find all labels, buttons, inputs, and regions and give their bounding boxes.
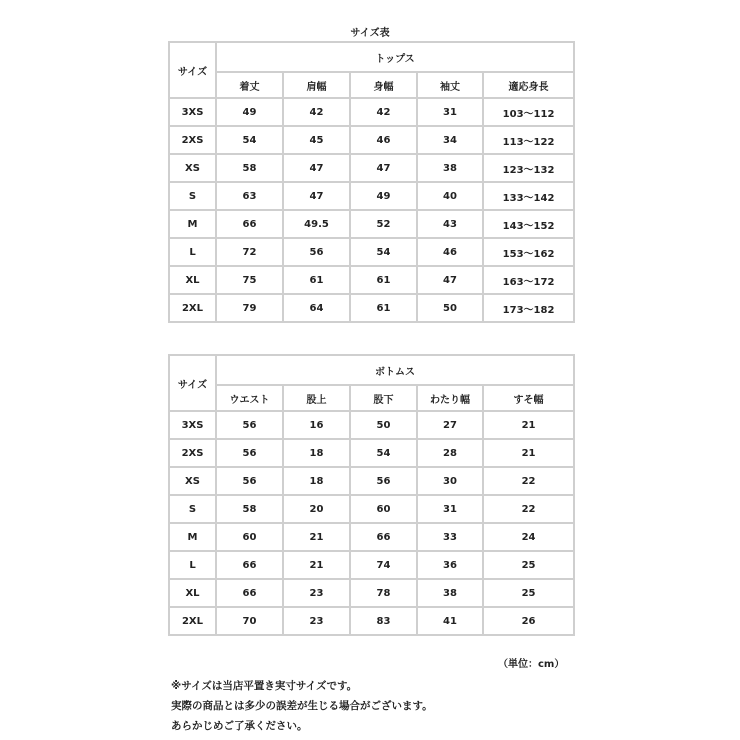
- page-title: サイズ表: [350, 28, 390, 39]
- value-cell: 24: [483, 523, 574, 551]
- table-row: [169, 98, 574, 126]
- value-cell: 52: [350, 210, 417, 238]
- table-row: [169, 607, 574, 635]
- size-cell: 2XS: [169, 439, 216, 467]
- value-cell: 22: [483, 495, 574, 523]
- size-cell: 2XL: [169, 294, 216, 322]
- column-header: 肩幅: [283, 72, 350, 98]
- value-cell: 103〜112: [483, 98, 574, 126]
- value-cell: 47: [283, 154, 350, 182]
- value-cell: 54: [350, 439, 417, 467]
- value-cell: 78: [350, 579, 417, 607]
- value-cell: 43: [417, 210, 483, 238]
- value-cell: 31: [417, 495, 483, 523]
- value-cell: 47: [350, 154, 417, 182]
- value-cell: 20: [283, 495, 350, 523]
- value-cell: 64: [283, 294, 350, 322]
- table-row: [169, 579, 574, 607]
- value-cell: 47: [417, 266, 483, 294]
- value-cell: 56: [350, 467, 417, 495]
- value-cell: 66: [216, 551, 283, 579]
- bottoms-group-label: ボトムス: [216, 355, 574, 385]
- size-cell: XL: [169, 579, 216, 607]
- value-cell: 21: [483, 411, 574, 439]
- table-row: [169, 182, 574, 210]
- column-header: 股下: [350, 385, 417, 411]
- table-row: [169, 154, 574, 182]
- value-cell: 38: [417, 579, 483, 607]
- table-row: [169, 495, 574, 523]
- value-cell: 56: [216, 467, 283, 495]
- table-row: [169, 551, 574, 579]
- value-cell: 123〜132: [483, 154, 574, 182]
- size-cell: 2XL: [169, 607, 216, 635]
- value-cell: 27: [417, 411, 483, 439]
- size-cell: XL: [169, 266, 216, 294]
- size-cell: S: [169, 182, 216, 210]
- value-cell: 61: [350, 294, 417, 322]
- value-cell: 49.5: [283, 210, 350, 238]
- value-cell: 75: [216, 266, 283, 294]
- column-header: 袖丈: [417, 72, 483, 98]
- value-cell: 63: [216, 182, 283, 210]
- note-line: あらかじめご了承ください。: [171, 720, 308, 732]
- value-cell: 113〜122: [483, 126, 574, 154]
- column-header: ウエスト: [216, 385, 283, 411]
- tops-size-header: サイズ: [169, 42, 216, 98]
- value-cell: 42: [350, 98, 417, 126]
- size-cell: L: [169, 238, 216, 266]
- table-row: [169, 210, 574, 238]
- value-cell: 61: [350, 266, 417, 294]
- value-cell: 58: [216, 154, 283, 182]
- table-row: [169, 467, 574, 495]
- notes: [171, 676, 433, 736]
- bottoms-group-row: [169, 355, 574, 385]
- value-cell: 74: [350, 551, 417, 579]
- value-cell: 46: [350, 126, 417, 154]
- size-cell: L: [169, 551, 216, 579]
- value-cell: 49: [350, 182, 417, 210]
- value-cell: 66: [350, 523, 417, 551]
- value-cell: 34: [417, 126, 483, 154]
- value-cell: 54: [216, 126, 283, 154]
- size-cell: S: [169, 495, 216, 523]
- value-cell: 60: [216, 523, 283, 551]
- value-cell: 31: [417, 98, 483, 126]
- value-cell: 26: [483, 607, 574, 635]
- table-row: [169, 439, 574, 467]
- tops-size-table: [168, 41, 575, 323]
- value-cell: 58: [216, 495, 283, 523]
- value-cell: 28: [417, 439, 483, 467]
- value-cell: 33: [417, 523, 483, 551]
- value-cell: 49: [216, 98, 283, 126]
- size-cell: XS: [169, 467, 216, 495]
- value-cell: 56: [283, 238, 350, 266]
- value-cell: 21: [483, 439, 574, 467]
- size-cell: 2XS: [169, 126, 216, 154]
- value-cell: 66: [216, 210, 283, 238]
- size-cell: M: [169, 210, 216, 238]
- column-header: 身幅: [350, 72, 417, 98]
- value-cell: 21: [283, 523, 350, 551]
- value-cell: 50: [417, 294, 483, 322]
- note-line: 実際の商品とは多少の誤差が生じる場合がございます。: [171, 700, 433, 712]
- value-cell: 56: [216, 411, 283, 439]
- value-cell: 22: [483, 467, 574, 495]
- table-row: [169, 126, 574, 154]
- value-cell: 30: [417, 467, 483, 495]
- value-cell: 40: [417, 182, 483, 210]
- tops-table-body: [169, 42, 574, 322]
- column-header: すそ幅: [483, 385, 574, 411]
- column-header: 着丈: [216, 72, 283, 98]
- value-cell: 70: [216, 607, 283, 635]
- table-row: [169, 238, 574, 266]
- bottoms-size-header: サイズ: [169, 355, 216, 411]
- value-cell: 41: [417, 607, 483, 635]
- value-cell: 36: [417, 551, 483, 579]
- bottoms-column-header-row: [169, 385, 574, 411]
- value-cell: 72: [216, 238, 283, 266]
- size-cell: 3XS: [169, 411, 216, 439]
- value-cell: 16: [283, 411, 350, 439]
- value-cell: 38: [417, 154, 483, 182]
- value-cell: 23: [283, 579, 350, 607]
- value-cell: 25: [483, 551, 574, 579]
- value-cell: 18: [283, 439, 350, 467]
- tops-group-row: [169, 42, 574, 72]
- bottoms-table-body: [169, 355, 574, 635]
- value-cell: 18: [283, 467, 350, 495]
- table-row: [169, 294, 574, 322]
- value-cell: 25: [483, 579, 574, 607]
- table-row: [169, 523, 574, 551]
- column-header: わたり幅: [417, 385, 483, 411]
- value-cell: 56: [216, 439, 283, 467]
- value-cell: 23: [283, 607, 350, 635]
- value-cell: 133〜142: [483, 182, 574, 210]
- value-cell: 163〜172: [483, 266, 574, 294]
- value-cell: 143〜152: [483, 210, 574, 238]
- value-cell: 54: [350, 238, 417, 266]
- value-cell: 21: [283, 551, 350, 579]
- value-cell: 61: [283, 266, 350, 294]
- value-cell: 47: [283, 182, 350, 210]
- table-row: [169, 411, 574, 439]
- note-line: ※サイズは当店平置き実寸サイズです。: [171, 680, 358, 692]
- value-cell: 66: [216, 579, 283, 607]
- value-cell: 153〜162: [483, 238, 574, 266]
- size-cell: 3XS: [169, 98, 216, 126]
- column-header: 股上: [283, 385, 350, 411]
- value-cell: 50: [350, 411, 417, 439]
- column-header: 適応身長: [483, 72, 574, 98]
- tops-group-label: トップス: [216, 42, 574, 72]
- value-cell: 79: [216, 294, 283, 322]
- unit-label: （単位：cm）: [498, 659, 565, 670]
- value-cell: 45: [283, 126, 350, 154]
- value-cell: 42: [283, 98, 350, 126]
- value-cell: 46: [417, 238, 483, 266]
- size-cell: XS: [169, 154, 216, 182]
- value-cell: 83: [350, 607, 417, 635]
- size-cell: M: [169, 523, 216, 551]
- table-row: [169, 266, 574, 294]
- value-cell: 60: [350, 495, 417, 523]
- value-cell: 173〜182: [483, 294, 574, 322]
- bottoms-size-table: [168, 354, 575, 636]
- tops-column-header-row: [169, 72, 574, 98]
